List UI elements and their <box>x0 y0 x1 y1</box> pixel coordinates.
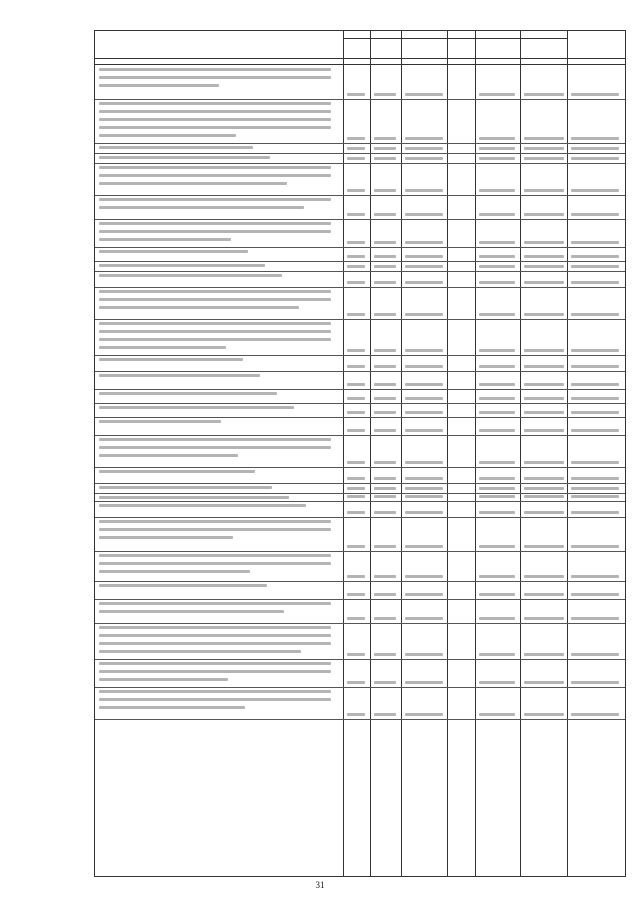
text-placeholder <box>99 264 265 267</box>
text-placeholder <box>99 554 331 557</box>
cell-placeholder <box>347 383 365 386</box>
text-placeholder <box>99 642 331 645</box>
cell-placeholder <box>347 511 365 514</box>
cell-placeholder <box>347 365 365 368</box>
text-placeholder <box>99 102 331 105</box>
cell-placeholder <box>405 461 443 464</box>
table-row <box>95 435 625 468</box>
cell-placeholder <box>571 593 619 596</box>
table-row <box>95 389 625 404</box>
cell-placeholder <box>479 461 515 464</box>
table-row <box>95 417 625 436</box>
table-row <box>95 599 625 624</box>
cell-placeholder <box>347 147 365 150</box>
cell-placeholder <box>571 713 619 716</box>
text-placeholder <box>99 626 331 629</box>
cell-placeholder <box>405 487 443 490</box>
text-placeholder <box>99 198 331 201</box>
cell-placeholder <box>571 495 619 498</box>
cell-placeholder <box>479 365 515 368</box>
cell-placeholder <box>405 617 443 620</box>
page-number: 31 <box>315 880 325 890</box>
cell-placeholder <box>479 313 515 316</box>
cell-placeholder <box>524 681 564 684</box>
cell-placeholder <box>571 313 619 316</box>
text-placeholder <box>99 156 270 159</box>
cell-placeholder <box>571 365 619 368</box>
cell-placeholder <box>347 281 365 284</box>
header-codes-divider <box>343 38 567 39</box>
text-placeholder <box>99 406 294 409</box>
text-placeholder <box>99 536 233 539</box>
cell-placeholder <box>405 383 443 386</box>
text-placeholder <box>99 670 331 673</box>
text-placeholder <box>99 504 306 507</box>
cell-placeholder <box>347 681 365 684</box>
cell-placeholder <box>571 137 619 140</box>
text-placeholder <box>99 420 221 423</box>
cell-placeholder <box>405 365 443 368</box>
cell-placeholder <box>571 511 619 514</box>
cell-placeholder <box>571 349 619 352</box>
cell-placeholder <box>347 477 365 480</box>
cell-placeholder <box>405 313 443 316</box>
cell-placeholder <box>524 429 564 432</box>
text-placeholder <box>99 358 243 361</box>
cell-placeholder <box>479 593 515 596</box>
cell-placeholder <box>347 495 365 498</box>
cell-placeholder <box>571 281 619 284</box>
text-placeholder <box>99 230 331 233</box>
cell-placeholder <box>571 255 619 258</box>
cell-placeholder <box>571 93 619 96</box>
text-placeholder <box>99 322 331 325</box>
text-placeholder <box>99 166 331 169</box>
cell-placeholder <box>571 429 619 432</box>
text-placeholder <box>99 528 331 531</box>
cell-placeholder <box>571 477 619 480</box>
cell-placeholder <box>405 157 443 160</box>
table-row <box>95 163 625 196</box>
text-placeholder <box>99 290 331 293</box>
cell-placeholder <box>524 397 564 400</box>
cell-placeholder <box>479 429 515 432</box>
cell-placeholder <box>571 397 619 400</box>
cell-placeholder <box>347 397 365 400</box>
text-placeholder <box>99 570 250 573</box>
table-row <box>95 219 625 248</box>
cell-placeholder <box>347 189 365 192</box>
cell-placeholder <box>524 713 564 716</box>
cell-placeholder <box>479 477 515 480</box>
cell-placeholder <box>524 365 564 368</box>
cell-placeholder <box>374 383 396 386</box>
cell-placeholder <box>374 157 396 160</box>
table-row <box>95 403 625 418</box>
text-placeholder <box>99 520 331 523</box>
cell-placeholder <box>524 477 564 480</box>
text-placeholder <box>99 496 289 499</box>
cell-placeholder <box>347 461 365 464</box>
table-row <box>95 247 625 262</box>
cell-placeholder <box>405 255 443 258</box>
table-row <box>95 271 625 288</box>
text-placeholder <box>99 374 260 377</box>
text-placeholder <box>99 68 331 71</box>
cell-placeholder <box>524 383 564 386</box>
cell-placeholder <box>405 137 443 140</box>
cell-placeholder <box>374 365 396 368</box>
cell-placeholder <box>374 511 396 514</box>
cell-placeholder <box>374 313 396 316</box>
cell-placeholder <box>374 593 396 596</box>
cell-placeholder <box>347 653 365 656</box>
cell-placeholder <box>524 157 564 160</box>
cell-placeholder <box>479 397 515 400</box>
cell-placeholder <box>524 349 564 352</box>
cell-placeholder <box>524 255 564 258</box>
cell-placeholder <box>479 213 515 216</box>
cell-placeholder <box>405 93 443 96</box>
text-placeholder <box>99 346 226 349</box>
cell-placeholder <box>571 241 619 244</box>
cell-placeholder <box>374 429 396 432</box>
cell-placeholder <box>374 681 396 684</box>
cell-placeholder <box>571 189 619 192</box>
cell-placeholder <box>524 137 564 140</box>
table-row <box>95 659 625 688</box>
text-placeholder <box>99 562 331 565</box>
cell-placeholder <box>374 241 396 244</box>
cell-placeholder <box>571 575 619 578</box>
table-row <box>95 687 625 720</box>
cell-placeholder <box>347 255 365 258</box>
cell-placeholder <box>347 157 365 160</box>
cell-placeholder <box>479 411 515 414</box>
cell-placeholder <box>374 349 396 352</box>
table-row <box>95 467 625 484</box>
text-placeholder <box>99 222 331 225</box>
cell-placeholder <box>347 241 365 244</box>
cell-placeholder <box>524 593 564 596</box>
text-placeholder <box>99 486 272 489</box>
cell-placeholder <box>405 477 443 480</box>
cell-placeholder <box>347 265 365 268</box>
cell-placeholder <box>405 575 443 578</box>
cell-placeholder <box>347 213 365 216</box>
table-row <box>95 581 625 600</box>
cell-placeholder <box>405 593 443 596</box>
cell-placeholder <box>479 189 515 192</box>
cell-placeholder <box>374 255 396 258</box>
cell-placeholder <box>405 495 443 498</box>
cell-placeholder <box>374 575 396 578</box>
cell-placeholder <box>374 545 396 548</box>
cell-placeholder <box>347 313 365 316</box>
text-placeholder <box>99 650 301 653</box>
text-placeholder <box>99 134 236 137</box>
cell-placeholder <box>479 349 515 352</box>
text-placeholder <box>99 250 248 253</box>
text-placeholder <box>99 306 299 309</box>
text-placeholder <box>99 698 331 701</box>
cell-placeholder <box>374 411 396 414</box>
text-placeholder <box>99 584 267 587</box>
cell-placeholder <box>571 617 619 620</box>
cell-placeholder <box>405 545 443 548</box>
cell-placeholder <box>374 617 396 620</box>
text-placeholder <box>99 610 284 613</box>
cell-placeholder <box>479 265 515 268</box>
cell-placeholder <box>405 147 443 150</box>
cell-placeholder <box>347 487 365 490</box>
table-row <box>95 195 625 220</box>
text-placeholder <box>99 118 331 121</box>
cell-placeholder <box>479 713 515 716</box>
cell-placeholder <box>479 281 515 284</box>
cell-placeholder <box>374 213 396 216</box>
cell-placeholder <box>571 157 619 160</box>
cell-placeholder <box>374 93 396 96</box>
cell-placeholder <box>374 397 396 400</box>
cell-placeholder <box>405 713 443 716</box>
text-placeholder <box>99 678 228 681</box>
text-placeholder <box>99 470 255 473</box>
cell-placeholder <box>347 593 365 596</box>
text-placeholder <box>99 298 331 301</box>
cell-placeholder <box>524 653 564 656</box>
cell-placeholder <box>405 349 443 352</box>
text-placeholder <box>99 110 331 113</box>
cell-placeholder <box>524 265 564 268</box>
cell-placeholder <box>524 281 564 284</box>
text-placeholder <box>99 438 331 441</box>
cell-placeholder <box>479 241 515 244</box>
cell-placeholder <box>405 281 443 284</box>
cell-placeholder <box>571 545 619 548</box>
cell-placeholder <box>374 265 396 268</box>
budget-table <box>94 30 626 877</box>
cell-placeholder <box>405 429 443 432</box>
cell-placeholder <box>405 265 443 268</box>
cell-placeholder <box>405 213 443 216</box>
cell-placeholder <box>374 461 396 464</box>
cell-placeholder <box>524 495 564 498</box>
cell-placeholder <box>347 617 365 620</box>
cell-placeholder <box>347 713 365 716</box>
text-placeholder <box>99 338 331 341</box>
cell-placeholder <box>479 653 515 656</box>
text-placeholder <box>99 126 331 129</box>
cell-placeholder <box>405 681 443 684</box>
cell-placeholder <box>524 487 564 490</box>
cell-placeholder <box>524 411 564 414</box>
table-row <box>95 65 625 100</box>
text-placeholder <box>99 602 331 605</box>
cell-placeholder <box>524 617 564 620</box>
cell-placeholder <box>405 511 443 514</box>
cell-placeholder <box>374 495 396 498</box>
cell-placeholder <box>374 713 396 716</box>
cell-placeholder <box>405 397 443 400</box>
column-number-row <box>95 58 625 65</box>
cell-placeholder <box>405 189 443 192</box>
table-row <box>95 551 625 582</box>
text-placeholder <box>99 662 331 665</box>
cell-placeholder <box>479 681 515 684</box>
text-placeholder <box>99 206 304 209</box>
text-placeholder <box>99 274 282 277</box>
cell-placeholder <box>479 157 515 160</box>
text-placeholder <box>99 238 231 241</box>
cell-placeholder <box>479 617 515 620</box>
text-placeholder <box>99 392 277 395</box>
cell-placeholder <box>479 545 515 548</box>
text-placeholder <box>99 634 331 637</box>
cell-placeholder <box>405 241 443 244</box>
text-placeholder <box>99 84 219 87</box>
text-placeholder <box>99 182 287 185</box>
text-placeholder <box>99 330 331 333</box>
cell-placeholder <box>374 137 396 140</box>
cell-placeholder <box>524 545 564 548</box>
table-row <box>95 371 625 390</box>
cell-placeholder <box>479 511 515 514</box>
cell-placeholder <box>479 495 515 498</box>
cell-placeholder <box>524 213 564 216</box>
text-placeholder <box>99 454 238 457</box>
cell-placeholder <box>405 653 443 656</box>
cell-placeholder <box>479 487 515 490</box>
text-placeholder <box>99 690 331 693</box>
cell-placeholder <box>571 461 619 464</box>
cell-placeholder <box>374 189 396 192</box>
table-row <box>95 501 625 518</box>
cell-placeholder <box>571 147 619 150</box>
cell-placeholder <box>571 383 619 386</box>
table-row <box>95 287 625 320</box>
cell-placeholder <box>524 313 564 316</box>
cell-placeholder <box>347 93 365 96</box>
text-placeholder <box>99 174 331 177</box>
cell-placeholder <box>571 265 619 268</box>
cell-placeholder <box>571 411 619 414</box>
cell-placeholder <box>524 189 564 192</box>
text-placeholder <box>99 706 245 709</box>
text-placeholder <box>99 446 331 449</box>
cell-placeholder <box>479 255 515 258</box>
cell-placeholder <box>479 383 515 386</box>
cell-placeholder <box>571 487 619 490</box>
cell-placeholder <box>374 281 396 284</box>
text-placeholder <box>99 76 331 79</box>
table-row <box>95 355 625 372</box>
cell-placeholder <box>347 575 365 578</box>
cell-placeholder <box>374 653 396 656</box>
cell-placeholder <box>479 137 515 140</box>
cell-placeholder <box>405 411 443 414</box>
cell-placeholder <box>347 545 365 548</box>
cell-placeholder <box>479 147 515 150</box>
cell-placeholder <box>524 147 564 150</box>
cell-placeholder <box>347 137 365 140</box>
cell-placeholder <box>524 511 564 514</box>
cell-placeholder <box>571 653 619 656</box>
table-row <box>95 517 625 552</box>
cell-placeholder <box>524 93 564 96</box>
text-placeholder <box>99 146 253 149</box>
cell-placeholder <box>374 477 396 480</box>
cell-placeholder <box>374 487 396 490</box>
cell-placeholder <box>571 681 619 684</box>
cell-placeholder <box>571 213 619 216</box>
cell-placeholder <box>347 349 365 352</box>
cell-placeholder <box>347 411 365 414</box>
cell-placeholder <box>347 429 365 432</box>
cell-placeholder <box>479 575 515 578</box>
cell-placeholder <box>374 147 396 150</box>
cell-placeholder <box>479 93 515 96</box>
cell-placeholder <box>524 241 564 244</box>
cell-placeholder <box>524 575 564 578</box>
table-header <box>95 31 625 59</box>
cell-placeholder <box>524 461 564 464</box>
table-row <box>95 99 625 144</box>
table-row <box>95 623 625 660</box>
table-row <box>95 319 625 356</box>
